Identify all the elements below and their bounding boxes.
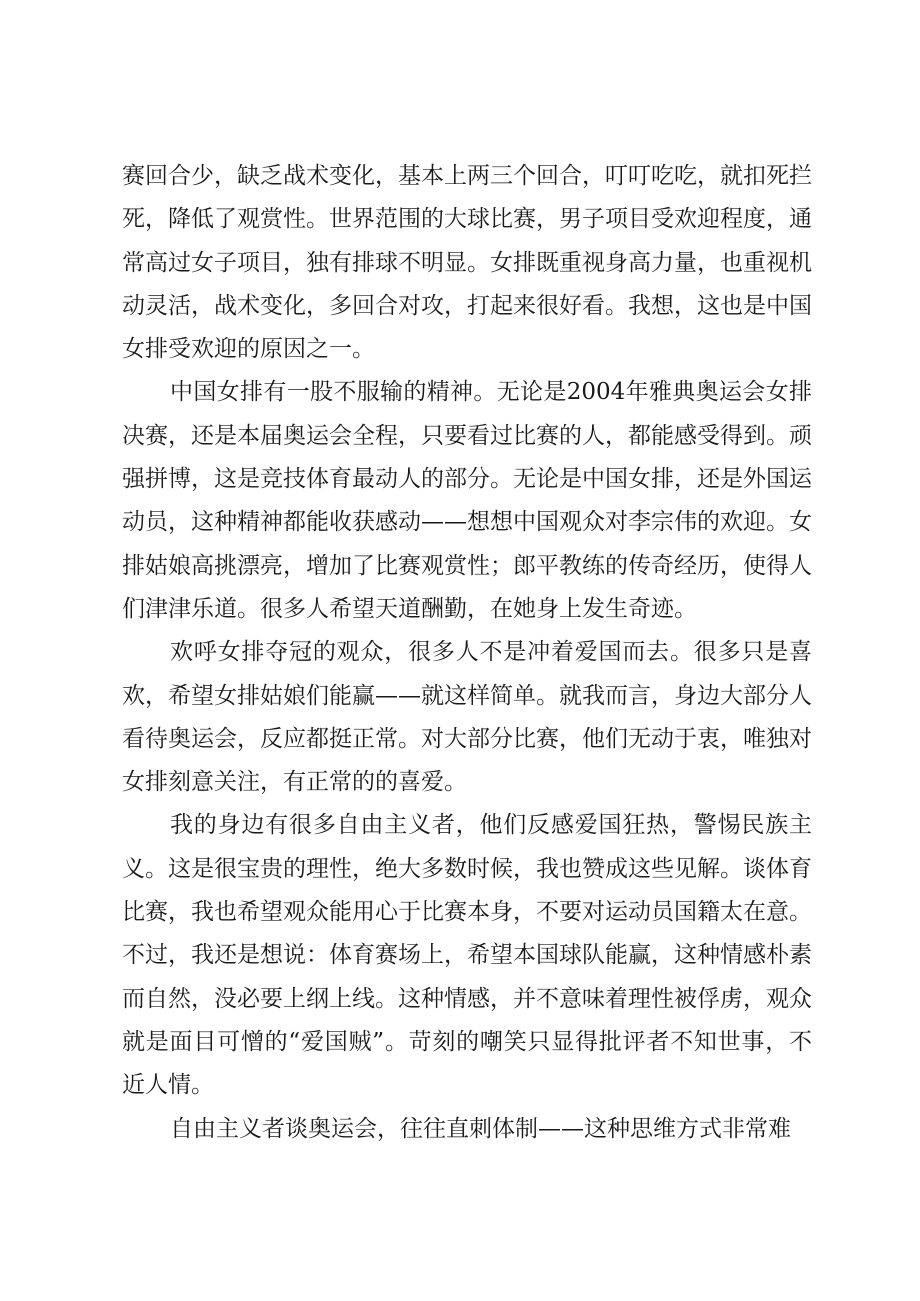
paragraph-4: 我的身边有很多自由主义者，他们反感爱国狂热，警惕民族主义。这是很宝贵的理性，绝大多数时候，我也赞成这些见解。谈体育比赛，我也希望观众能用心于比赛本身，不要对运动员国籍太在意。不过，我还是想说：体育赛场上，希望本国球队能赢，这种情感朴素而自然，没必要上纲上线。这种情感，并不意味着理性被俘虏，观众就是面目可憎的“爱国贼”。苛刻的嘲笑只显得批评者不知世事，不近人情。 [122, 812, 812, 1099]
paragraph-2: 中国女排有一股不服输的精神。无论是2004年雅典奥运会女排决赛，还是本届奥运会全程，只要看过比赛的人，都能感受得到。顽强拼博，这是竞技体育最动人的部分。无论是中国女排，还是外国运动员，这种精神都能收获感动——想想中国观众对李宗伟的欢迎。女排姑娘高挑漂亮，增加了比赛观赏性；郎平教练的传奇经历，使得人们津津乐道。很多人希望天道酬勤，在她身上发生奇迹。 [122, 379, 812, 622]
paragraph-1: 赛回合少，缺乏战术变化，基本上两三个回合，叮叮吃吃，就扣死拦死，降低了观赏性。世界范围的大球比赛，男子项目受欢迎程度，通常高过女子项目，独有排球不明显。女排既重视身高力量，也重视机动灵活，战术变化，多回合对攻，打起来很好看。我想，这也是中国女排受欢迎的原因之一。 [122, 163, 812, 363]
document-body [122, 155, 812, 1151]
paragraph-5: 自由主义者谈奥运会，往往直刺体制——这种思维方式非常难 [170, 1115, 791, 1142]
paragraph-3: 欢呼女排夺冠的观众，很多人不是冲着爱国而去。很多只是喜欢，希望女排姑娘们能赢——就这样简单。就我而言，身边大部分人看待奥运会，反应都挺正常。对大部分比赛，他们无动于衷，唯独对女排刻意关注，有正常的的喜爱。 [122, 639, 812, 796]
